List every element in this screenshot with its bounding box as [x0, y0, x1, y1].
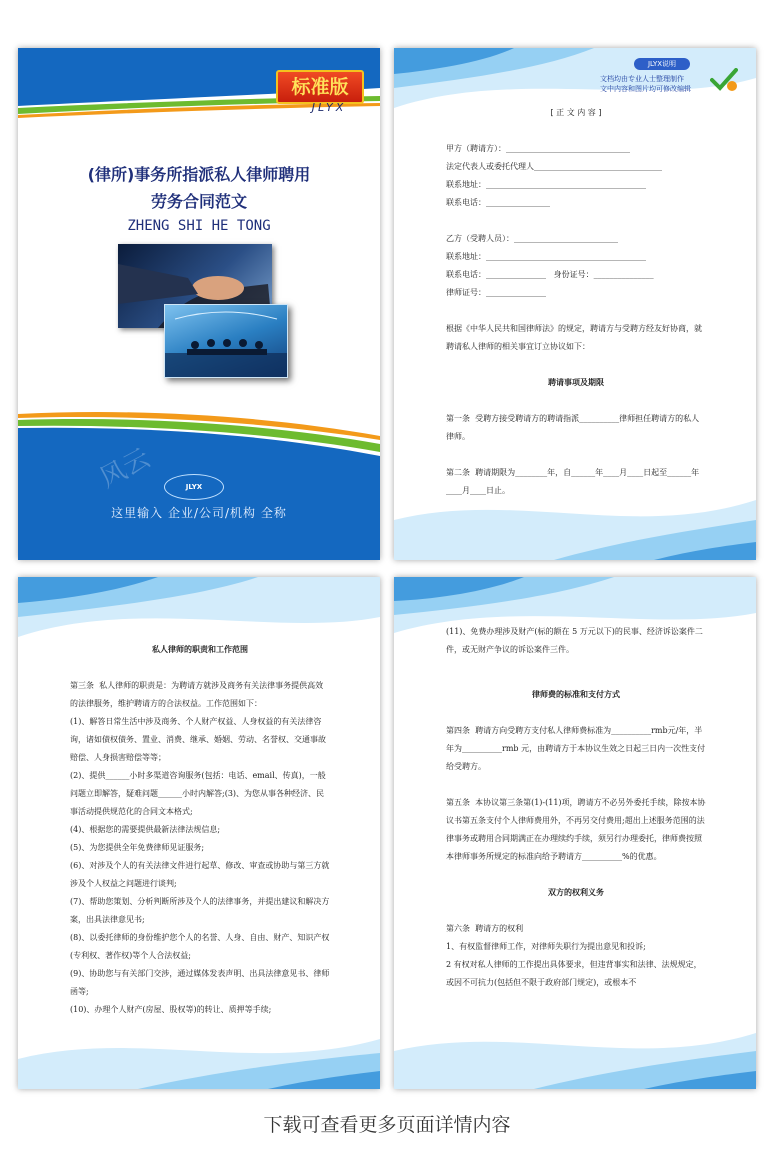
article-5: 第五条 本协议第三条第(1)-(11)项，聘请方不必另外委托手续，除按本协议书第五条支付个人律师费用外，不再另交付费用;超出上述服务范围的法律事务或聘用合同期满正在办理续约手续，须另行办理委托，律师费按照本律师事务所规定的标准向给予聘请方__________%的优惠。	[446, 798, 706, 861]
article-4: 第四条 聘请方向受聘方支付私人律师费标准为__________rmb元/年，半年为__________rmb 元，由聘请方于本协议生效之日起三日内一次性支付给受聘方。	[446, 726, 706, 771]
meeting-photo	[164, 304, 288, 378]
section-header: [ 正 文 内 容 ]	[550, 108, 602, 117]
content-page-2	[394, 48, 756, 560]
party-b-phone-id-field: 联系电话：_______________ 身份证号：_______________	[446, 270, 654, 279]
section-heading-engagement: 聘请事项及期限	[548, 378, 604, 387]
section-heading-rights: 双方的权利义务	[548, 888, 604, 897]
preamble: 根据《中华人民共和国律师法》的规定，聘请方与受聘方经友好协商，就聘请私人律师的相关事宜订立协议如下：	[446, 324, 702, 351]
checkmark-icon	[710, 68, 738, 92]
duty-item-5: (5)、为您提供全年免费律师见证服务;	[70, 843, 205, 852]
party-a-rep-field: 法定代表人或委托代理人________________________________	[446, 162, 662, 171]
party-b-address-field: 联系地址：________________________________________	[446, 252, 646, 261]
page3-body	[70, 641, 330, 1019]
article-1: 第一条 受聘方接受聘请方的聘请指派__________律师担任聘请方的私人律师。	[446, 414, 700, 441]
edition-badge: 标准版	[276, 70, 364, 104]
party-b-field: 乙方（受聘人员）：__________________________	[446, 234, 618, 243]
content-page-3	[18, 577, 380, 1089]
info-line-1: 文档均由专业人士整理制作	[600, 75, 684, 83]
party-b-license-field: 律师证号：_______________	[446, 288, 546, 297]
download-more-link[interactable]: 下载可查看更多页面详情内容	[263, 1114, 511, 1136]
duty-item-10: (10)、办理个人财产(房屋、股权等)的转让、质押等手续;	[70, 1005, 272, 1014]
page2-body	[446, 104, 706, 500]
cover-watermark: 风云	[95, 443, 156, 495]
duty-item-6: (6)、对涉及个人的有关法律文件进行起草、修改、审查或协助与第三方就涉及个人权益之问题进行谈判;	[70, 861, 330, 888]
duty-item-2: (2)、提供______小时多渠道咨询服务(包括：电话、email、传真)，一般问题立即解答，疑难问题______小时内解答;(3)、为您从事各种经济、民事活动提供规范化的合同文本格式;	[70, 771, 326, 816]
cover-page	[18, 48, 380, 560]
badge-brand: JLYX	[311, 101, 347, 114]
bottom-wave-decoration	[394, 450, 756, 560]
duty-item-8: (8)、以委托律师的身份维护您个人的名誉、人身、自由、财产、知识产权(专利权、著作权)等个人合法权益;	[70, 933, 330, 960]
cover-pinyin: ZHENG SHI HE TONG	[127, 218, 271, 234]
page4-body	[446, 623, 706, 992]
party-a-address-field: 联系地址：________________________________________	[446, 180, 646, 189]
right-item-2: 2 有权对私人律师的工作提出具体要求，但违背事实和法律、法规规定，或因不可抗力(包括但不限于政府部门规定)，或根本不	[446, 960, 702, 987]
company-name-placeholder[interactable]: 这里输入 企业/公司/机构 全称	[111, 506, 287, 520]
duty-item-4: (4)、根据您的需要提供最新法律法规信息;	[70, 825, 221, 834]
right-item-1: 1、有权监督律师工作，对律师失职行为提出意见和投诉;	[446, 942, 646, 951]
cover-title-line2: 劳务合同范文	[150, 192, 247, 211]
cover-title-line1: (律所)事务所指派私人律师聘用	[87, 165, 311, 184]
bottom-wave-decoration	[18, 979, 380, 1089]
duty-item-11: (11)、免费办理涉及财产(标的额在 5 万元以下)的民事、经济诉讼案件二件，或无财产争议的诉讼案件三件。	[446, 627, 703, 654]
section-heading-duties: 私人律师的职责和工作范围	[152, 645, 248, 654]
info-pill: JLYX说明	[634, 58, 690, 70]
duty-item-1: (1)、解答日常生活中涉及商务、个人财产权益、人身权益的有关法律咨询，诸如债权债务、置业、消费、继承、婚姻、劳动、名誉权、交通事故赔偿、人身损害赔偿等等；	[70, 717, 326, 762]
info-line-2: 文中内容和图片均可修改编辑	[600, 85, 691, 93]
section-heading-fees: 律师费的标准和支付方式	[532, 690, 620, 699]
article-3: 第三条 私人律师的职责是：为聘请方就涉及商务有关法律事务提供高效的法律服务，维护聘请方的合法权益。工作范围如下：	[70, 681, 324, 708]
article-2: 第二条 聘请期限为________年，自______年____月____日起至______年____月____日止。	[446, 468, 700, 495]
company-logo: JLYX	[164, 474, 224, 500]
duty-item-9: (9)、协助您与有关部门交涉，通过媒体发表声明、出具法律意见书、律师函等;	[70, 969, 330, 996]
duty-item-7: (7)、帮助您策划、分析判断所涉及个人的法律事务，并提出建议和解决方案，出具法律意见书;	[70, 897, 330, 924]
content-page-4	[394, 577, 756, 1089]
article-6: 第六条 聘请方的权利	[446, 924, 524, 933]
party-a-phone-field: 联系电话：________________	[446, 198, 550, 207]
bottom-wave-decoration	[394, 979, 756, 1089]
party-a-field: 甲方（聘请方）：_______________________________	[446, 144, 630, 153]
